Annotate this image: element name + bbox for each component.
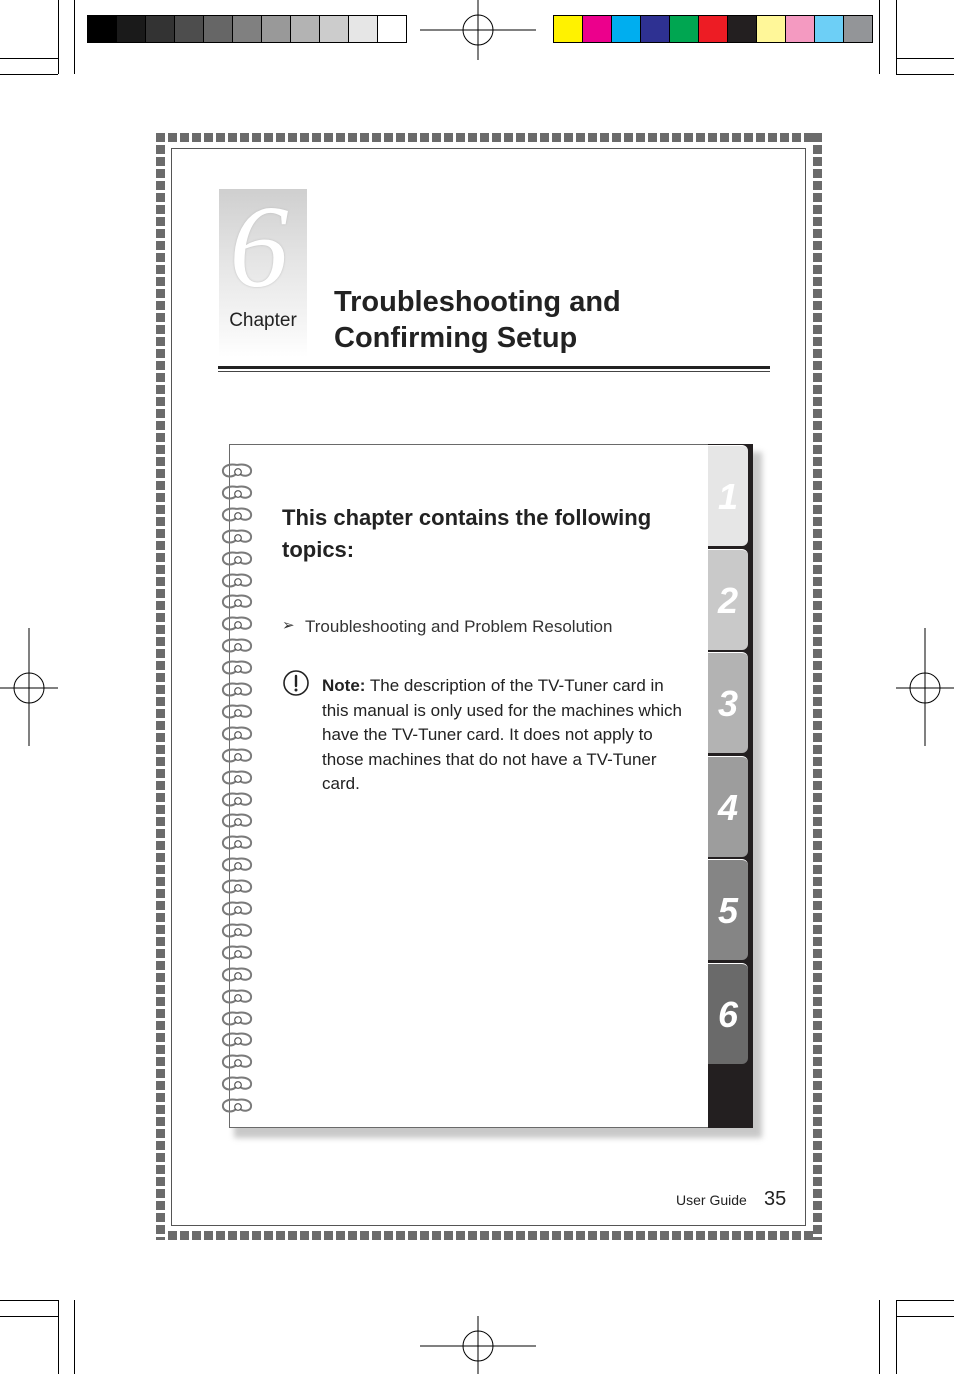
note-paragraph [322,674,692,797]
spiral-ring [220,746,254,766]
color-swatch [756,16,785,42]
chapter-tab-6[interactable]: 6 [708,963,748,1064]
title-rule [218,366,770,369]
color-swatch [203,16,232,42]
spiral-ring [220,1052,254,1072]
grayscale-color-bar [87,15,407,43]
color-swatch [554,16,582,42]
color-swatch [145,16,174,42]
spiral-ring [220,1030,254,1050]
spiral-ring [220,680,254,700]
footer-label: User Guide [676,1192,747,1208]
color-swatch [669,16,698,42]
color-swatch [843,16,872,42]
color-swatch [814,16,843,42]
color-swatch [290,16,319,42]
page-number: 35 [764,1188,787,1210]
chapter-tab-2[interactable]: 2 [708,549,748,650]
bullet-arrow-icon: ➢ [282,617,295,634]
color-swatch [116,16,145,42]
spiral-ring [220,592,254,612]
spiral-ring [220,483,254,503]
spiral-ring [220,965,254,985]
topic-item[interactable]: Troubleshooting and Problem Resolution [305,617,613,636]
spiral-ring [220,987,254,1007]
spiral-ring [220,855,254,875]
spiral-ring [220,614,254,634]
spiral-ring [220,527,254,547]
chapter-tab-4[interactable]: 4 [708,756,748,857]
spiral-ring [220,768,254,788]
color-swatch [640,16,669,42]
color-swatch [88,16,116,42]
spiral-ring [220,461,254,481]
registration-mark-right [896,628,954,746]
chapter-tab-5[interactable]: 5 [708,859,748,960]
topics-heading: This chapter contains the following topics: [282,505,652,562]
chapter-title: Troubleshooting and Confirming Setup [334,286,621,354]
spiral-ring [220,790,254,810]
note-body: The description of the TV-Tuner card in this manual is only used for the machines which have the TV-Tuner card. It does not apply to those machines that do not have a TV-Tuner card. [322,676,683,793]
color-swatch [582,16,611,42]
color-swatch [727,16,756,42]
note-label: Note: [322,676,366,695]
spiral-ring [220,877,254,897]
color-swatch [698,16,727,42]
spiral-ring [220,921,254,941]
registration-mark-top [420,0,536,60]
spiral-ring [220,833,254,853]
chapter-label: Chapter [229,310,297,331]
spiral-ring [220,1074,254,1094]
color-swatch [611,16,640,42]
color-swatch [348,16,377,42]
registration-mark-bottom [420,1316,536,1374]
warning-icon [282,669,310,697]
color-swatch [319,16,348,42]
spiral-ring [220,636,254,656]
process-color-bar [553,15,873,43]
spiral-ring [220,1009,254,1029]
spiral-ring [220,1096,254,1116]
spiral-ring [220,899,254,919]
chapter-tab-3[interactable]: 3 [708,652,748,753]
color-swatch [261,16,290,42]
spiral-ring [220,549,254,569]
color-swatch [377,16,406,42]
title-rule-thin [218,371,770,372]
spiral-ring [220,505,254,525]
color-swatch [785,16,814,42]
registration-mark-left [0,628,58,746]
spiral-ring [220,724,254,744]
spiral-ring [220,943,254,963]
spiral-ring [220,702,254,722]
spiral-ring [220,811,254,831]
spiral-ring [220,571,254,591]
chapter-number: 6 [229,181,289,312]
spiral-ring [220,658,254,678]
color-swatch [174,16,203,42]
chapter-tab-1[interactable]: 1 [708,445,748,546]
color-swatch [232,16,261,42]
